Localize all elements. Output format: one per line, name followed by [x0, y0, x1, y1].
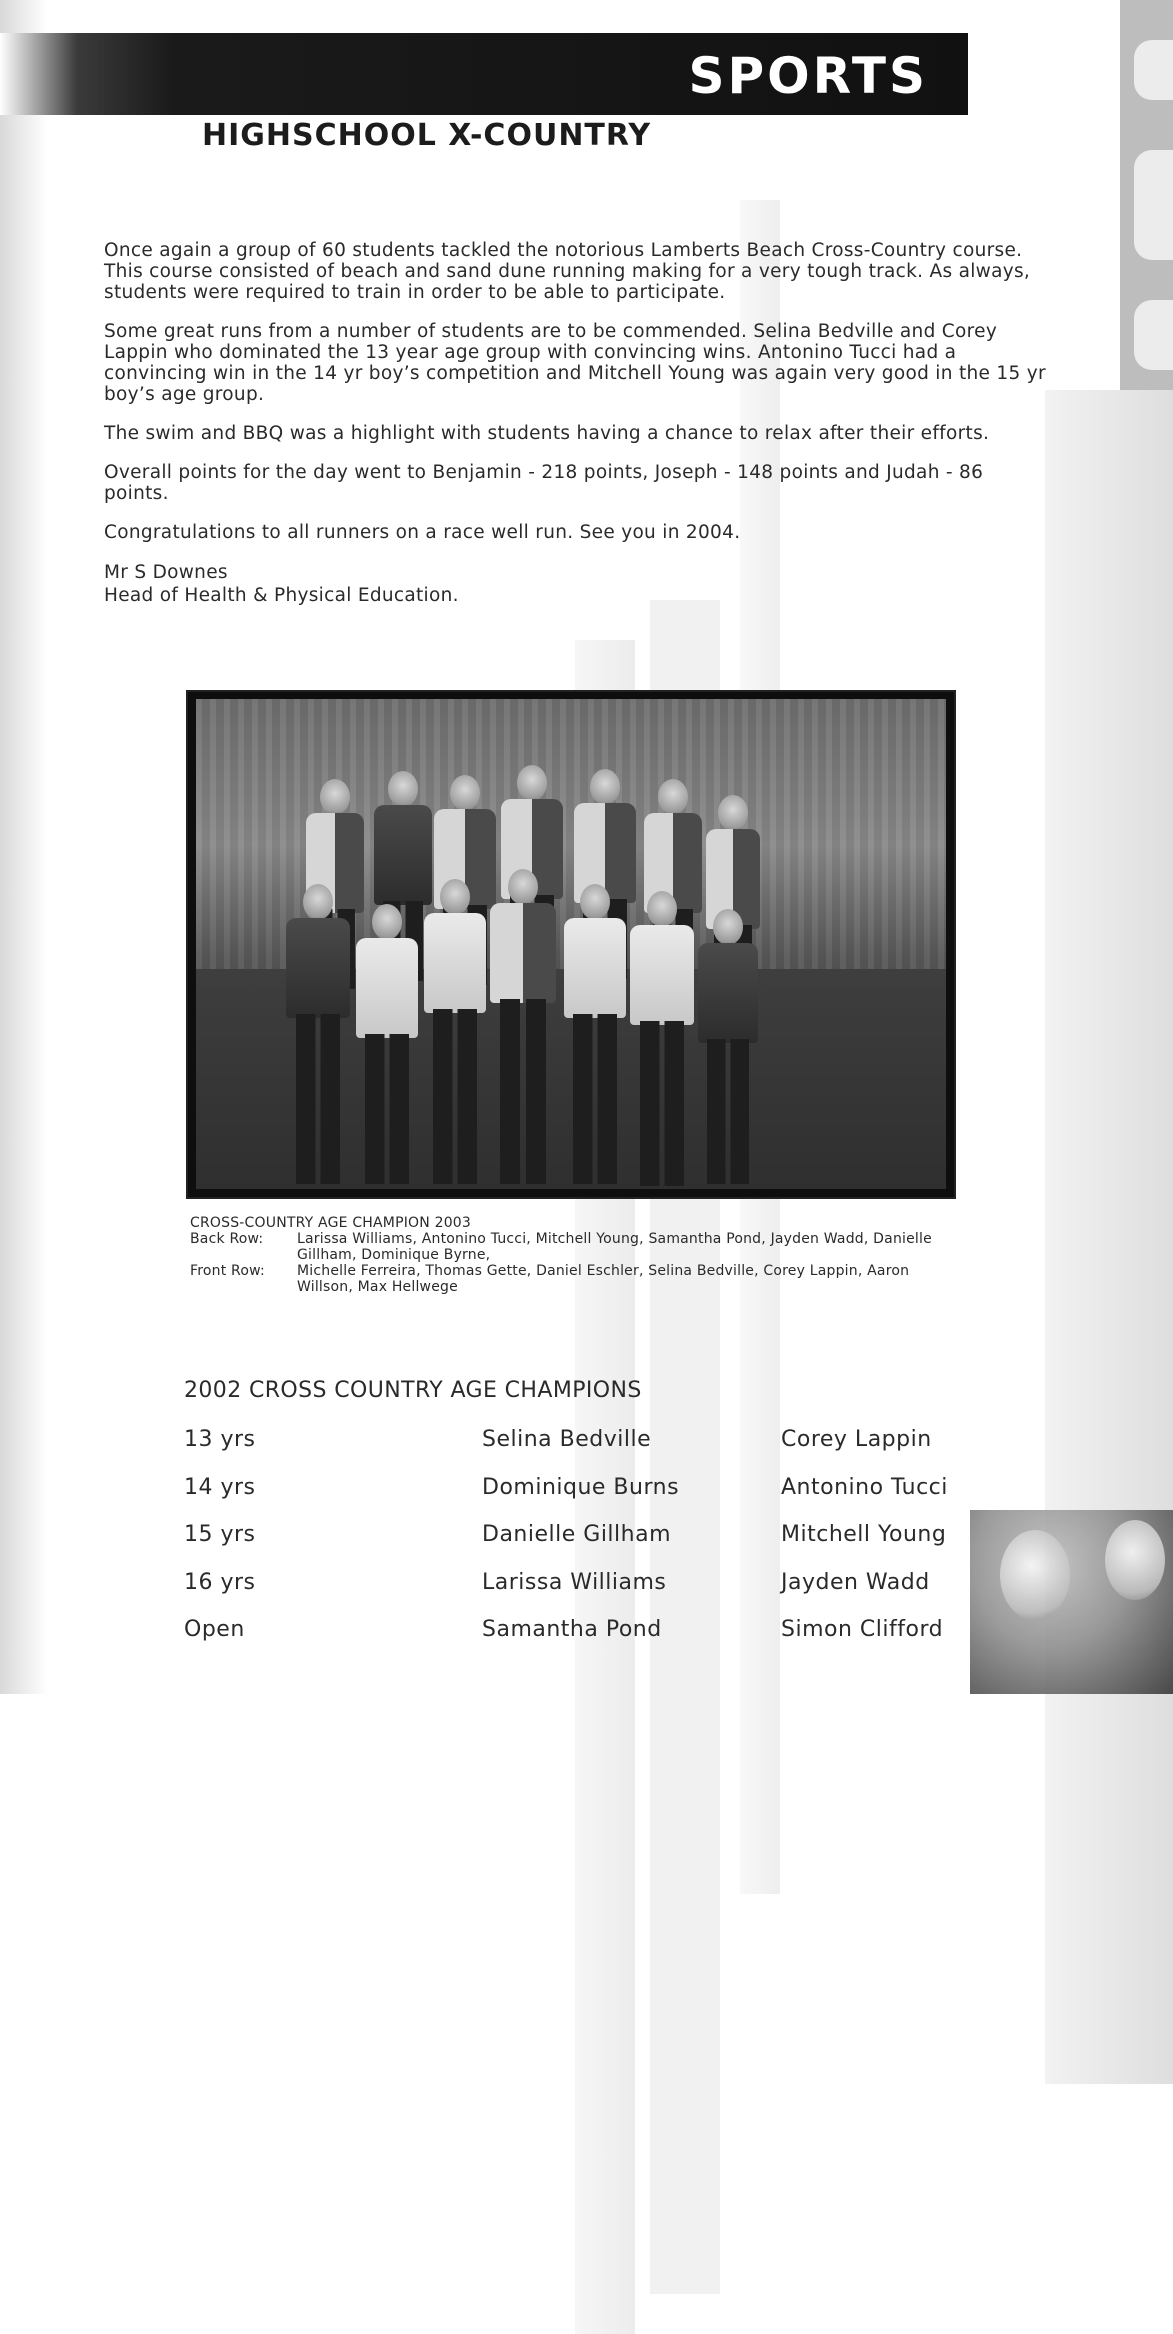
caption-title: CROSS-COUNTRY AGE CHAMPION 2003 — [190, 1215, 472, 1231]
champions-table — [184, 1427, 984, 1665]
caption-row-label: Back Row: — [190, 1231, 264, 1247]
corner-photo — [970, 1510, 1173, 1694]
age-group: 16 yrs — [184, 1569, 256, 1595]
girl-champion: Dominique Burns — [482, 1474, 680, 1500]
signature — [104, 561, 1054, 607]
article-paragraph: Overall points for the day went to Benjamin - 218 points, Joseph - 148 points and Judah - 86 points. — [104, 462, 984, 504]
girl-champion: Samantha Pond — [482, 1617, 662, 1642]
article-paragraph: The swim and BBQ was a highlight with students having a chance to relax after their efforts. — [104, 423, 990, 444]
boy-champion: Antonino Tucci — [781, 1474, 948, 1500]
caption-front-row — [190, 1263, 960, 1295]
age-group: 15 yrs — [184, 1522, 256, 1547]
caption-row-names: Michelle Ferreira, Thomas Gette, Daniel Eschler, Selina Bedville, Corey Lappin, Aaron Willson, Max Hellwege — [297, 1263, 910, 1295]
signature-name: Mr S Downes — [104, 562, 228, 583]
section-title: SPORTS — [688, 47, 928, 105]
header-banner — [0, 33, 968, 115]
caption-back-row — [190, 1231, 960, 1263]
age-group: Open — [184, 1617, 245, 1642]
photo-caption — [190, 1215, 960, 1295]
article-paragraph: Once again a group of 60 students tackled the notorious Lamberts Beach Cross-Country course. This course consisted of beach and sand dune running making for a very tough track. As always, students were required to train in order to be able to participate. — [104, 240, 1031, 303]
champions-row — [184, 1475, 984, 1523]
article-paragraph: Some great runs from a number of students are to be commended. Selina Bedville and Corey Lappin who dominated the 13 year age group with convincing wins. Antonino Tucci had a convincing win in the 14 yr boy’s competition and Mitchell Young was again very good in the 15 yr boy’s age group. — [104, 321, 1046, 405]
champions-row — [184, 1522, 984, 1570]
article-paragraph: Congratulations to all runners on a race well run. See you in 2004. — [104, 522, 741, 543]
champions-row — [184, 1570, 984, 1618]
caption-row-names: Larissa Williams, Antonino Tucci, Mitchell Young, Samantha Pond, Jayden Wadd, Danielle Gillham, Dominique Byrne, — [297, 1231, 932, 1263]
background-stripe — [1045, 390, 1173, 2084]
year-decoration — [1120, 0, 1173, 390]
champions-title: 2002 CROSS COUNTRY AGE CHAMPIONS — [184, 1378, 642, 1403]
boy-champion: Simon Clifford — [781, 1617, 944, 1642]
champions-row — [184, 1427, 984, 1475]
page-title: HIGHSCHOOL X-COUNTRY — [202, 118, 652, 153]
page-edge-shadow — [0, 0, 48, 1694]
age-group: 13 yrs — [184, 1427, 256, 1452]
caption-row-label: Front Row: — [190, 1263, 265, 1279]
team-photo-frame — [186, 690, 956, 1199]
champions-row — [184, 1617, 984, 1665]
girl-champion: Danielle Gillham — [482, 1522, 672, 1547]
girl-champion: Larissa Williams — [482, 1569, 667, 1595]
girl-champion: Selina Bedville — [482, 1427, 652, 1452]
team-photo — [196, 699, 946, 1189]
boy-champion: Mitchell Young — [781, 1522, 947, 1547]
boy-champion: Jayden Wadd — [781, 1569, 930, 1595]
age-group: 14 yrs — [184, 1474, 256, 1500]
article-body — [104, 240, 1054, 607]
signature-role: Head of Health & Physical Education. — [104, 585, 459, 606]
boy-champion: Corey Lappin — [781, 1427, 932, 1452]
